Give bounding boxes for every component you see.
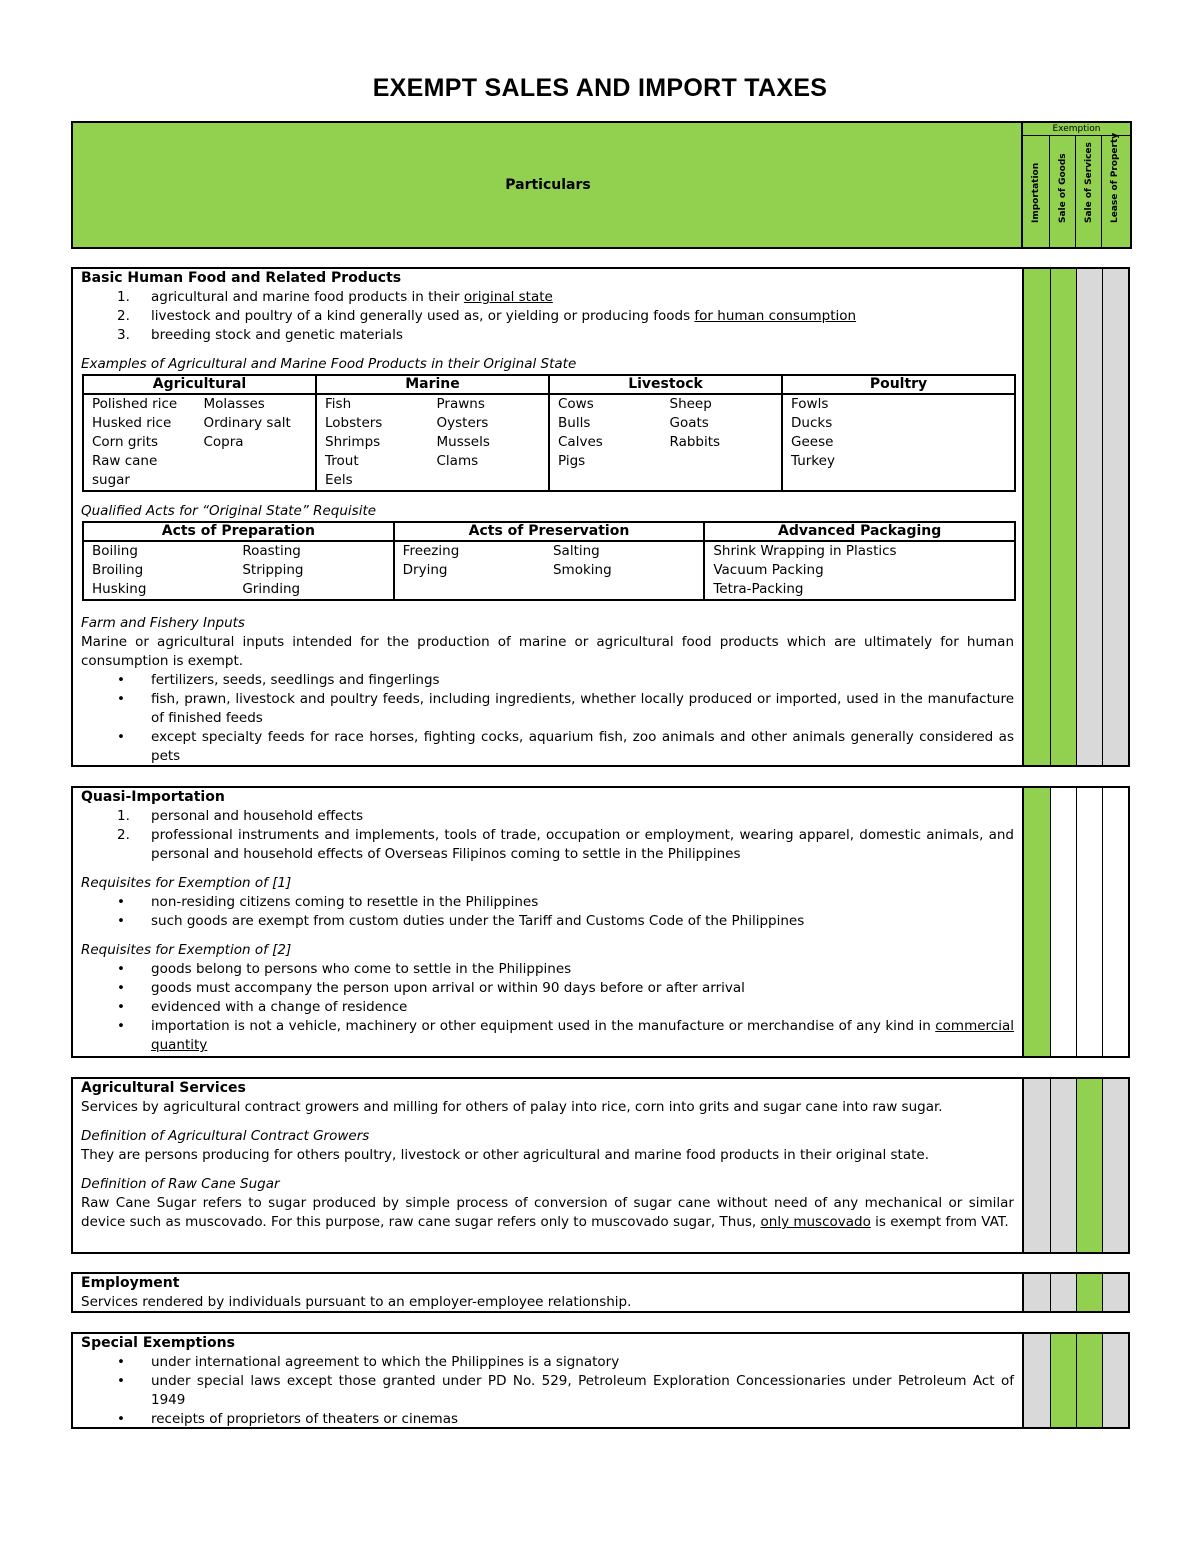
bullet-item: • such goods are exempt from custom duties under the Tariff and Customs Code of the Philippines <box>117 913 805 929</box>
section-employment <box>71 1272 1130 1313</box>
cell-importation <box>1024 1079 1050 1252</box>
exemption-header <box>1021 121 1132 249</box>
bullet-item: • under special laws except those granted under PD No. 529, Petroleum Exploration Concessionaries under Petroleum Act of 1949 <box>117 1373 1014 1408</box>
section-special-exemptions <box>71 1332 1130 1429</box>
column-importation: Importation <box>1031 162 1041 223</box>
bullet-item: • receipts of proprietors of theaters or cinemas <box>117 1411 459 1427</box>
definition-1-text: They are persons producing for others poultry, livestock or other agricultural and marine food products in their original state. <box>81 1147 929 1163</box>
exemption-cells <box>1024 1079 1128 1252</box>
column-lease-of-property: Lease of Property <box>1101 136 1127 247</box>
cell-sale-of-services <box>1076 788 1102 1056</box>
bullet-item: • under international agreement to which the Philippines is a signatory <box>117 1354 620 1370</box>
section-content <box>73 788 1024 1056</box>
cell-lease-of-property <box>1102 788 1128 1056</box>
exemption-cells <box>1024 269 1128 765</box>
section-heading: Quasi-Importation <box>81 789 225 805</box>
section-text: Services by agricultural contract growers and milling for others of palay into rice, corn into grits and sugar cane into raw sugar. <box>81 1099 943 1115</box>
cell-sale-of-goods <box>1050 788 1076 1056</box>
particulars-header: Particulars <box>71 121 1023 249</box>
definition-2-title: Definition of Raw Cane Sugar <box>81 1176 280 1192</box>
table-header-cell: Marine <box>316 375 549 394</box>
cell-sale-of-goods <box>1050 1334 1076 1427</box>
table-header <box>71 121 1130 247</box>
bullet-item: • fish, prawn, livestock and poultry feeds, including ingredients, whether locally produced or imported, used in the manufacture of finished feeds <box>117 691 1014 726</box>
bullet-item: • except specialty feeds for race horses, fighting cocks, aquarium fish, zoo animals and other animals generally considered as pets <box>117 729 1014 764</box>
cell-sale-of-goods <box>1050 1274 1076 1311</box>
requisites-1-title: Requisites for Exemption of [1] <box>81 875 292 891</box>
bullet-item: • goods must accompany the person upon arrival or within 90 days before or after arrival <box>117 980 745 996</box>
section-content <box>73 1334 1024 1427</box>
definition-2-text: Raw Cane Sugar refers to sugar produced by simple process of conversion of sugar cane without need of any mechanical or similar device such as muscovado. For this purpose, raw cane sugar refers only to muscovado sugar, Thus, only muscovado is exempt from VAT. <box>81 1195 1014 1230</box>
section-basic-food <box>71 267 1130 767</box>
table-cell-preservation: Freezing Drying Salting Smoking <box>394 541 705 600</box>
bullet-item: • goods belong to persons who come to settle in the Philippines <box>117 961 572 977</box>
examples-title: Examples of Agricultural and Marine Food Products in their Original State <box>81 356 577 372</box>
list-item: 1. personal and household effects <box>117 808 364 824</box>
exemption-label: Exemption <box>1023 123 1130 136</box>
cell-importation <box>1024 1334 1050 1427</box>
table-header-cell: Advanced Packaging <box>704 522 1015 541</box>
section-text: Services rendered by individuals pursuant to an employer-employee relationship. <box>81 1294 632 1310</box>
section-heading: Special Exemptions <box>81 1335 235 1351</box>
bullet-item: • fertilizers, seeds, seedlings and fingerlings <box>117 672 440 688</box>
requisites-2-title: Requisites for Exemption of [2] <box>81 942 292 958</box>
bullet-item: • evidenced with a change of residence <box>117 999 408 1015</box>
list-item: 2. livestock and poultry of a kind generally used as, or yielding or producing foods for human consumption <box>117 308 857 324</box>
table-header-cell: Acts of Preparation <box>83 522 394 541</box>
cell-sale-of-services <box>1076 269 1102 765</box>
table-cell-packaging: Shrink Wrapping in Plastics Vacuum Packing Tetra-Packing <box>704 541 1015 600</box>
section-heading: Basic Human Food and Related Products <box>81 270 402 286</box>
cell-lease-of-property <box>1102 1079 1128 1252</box>
list-item: 3. breeding stock and genetic materials <box>117 327 403 343</box>
cell-sale-of-services <box>1076 1274 1102 1311</box>
examples-table <box>82 374 1016 492</box>
section-heading: Employment <box>81 1275 180 1291</box>
table-cell-marine: Fish Lobsters Shrimps Trout Eels Prawns Oysters Mussels Clams <box>316 394 549 491</box>
section-content <box>73 1079 1024 1252</box>
table-cell-poultry: Fowls Ducks Geese Turkey <box>782 394 1015 491</box>
table-header-cell: Acts of Preservation <box>394 522 705 541</box>
exemption-cells <box>1024 788 1128 1056</box>
cell-importation <box>1024 269 1050 765</box>
qualified-acts-table <box>82 521 1016 601</box>
cell-sale-of-goods <box>1050 269 1076 765</box>
cell-sale-of-services <box>1076 1079 1102 1252</box>
section-heading: Agricultural Services <box>81 1080 246 1096</box>
page-title: EXEMPT SALES AND IMPORT TAXES <box>372 74 828 102</box>
table-cell-livestock: Cows Bulls Calves Pigs Sheep Goats Rabbits <box>549 394 782 491</box>
table-cell-agricultural: Polished rice Husked rice Corn grits Raw cane sugar Molasses Ordinary salt Copra <box>83 394 316 491</box>
section-agricultural-services <box>71 1077 1130 1254</box>
list-item: 1. agricultural and marine food products in their original state <box>117 289 553 305</box>
list-item: 2. professional instruments and implements, tools of trade, occupation or employment, wearing apparel, domestic animals, and personal and household effects of Overseas Filipinos coming to settle in the Philippines <box>117 827 1014 862</box>
table-header-cell: Livestock <box>549 375 782 394</box>
cell-sale-of-services <box>1076 1334 1102 1427</box>
farm-inputs-title: Farm and Fishery Inputs <box>81 615 245 631</box>
cell-lease-of-property <box>1102 269 1128 765</box>
section-content <box>73 269 1024 765</box>
cell-sale-of-goods <box>1050 1079 1076 1252</box>
farm-inputs-text: Marine or agricultural inputs intended for the production of marine or agricultural food products which are ultimately for human consumption is exempt. <box>81 634 1014 669</box>
column-sale-of-goods: Sale of Goods <box>1049 136 1075 247</box>
cell-lease-of-property <box>1102 1274 1128 1311</box>
table-header-cell: Poultry <box>782 375 1015 394</box>
cell-importation <box>1024 788 1050 1056</box>
bullet-item: • importation is not a vehicle, machinery or other equipment used in the manufacture or merchandise of any kind in commercial quantity <box>117 1018 1014 1053</box>
section-quasi-importation <box>71 786 1130 1058</box>
definition-1-title: Definition of Agricultural Contract Growers <box>81 1128 370 1144</box>
cell-importation <box>1024 1274 1050 1311</box>
column-sale-of-services: Sale of Services <box>1075 136 1101 247</box>
qualified-acts-title: Qualified Acts for “Original State” Requisite <box>81 503 377 519</box>
table-cell-preparation: Boiling Broiling Husking Roasting Stripping Grinding <box>83 541 394 600</box>
exemption-cells <box>1024 1334 1128 1427</box>
exemption-cells <box>1024 1274 1128 1311</box>
cell-lease-of-property <box>1102 1334 1128 1427</box>
table-header-cell: Agricultural <box>83 375 316 394</box>
bullet-item: • non-residing citizens coming to resettle in the Philippines <box>117 894 539 910</box>
section-content <box>73 1274 1024 1311</box>
